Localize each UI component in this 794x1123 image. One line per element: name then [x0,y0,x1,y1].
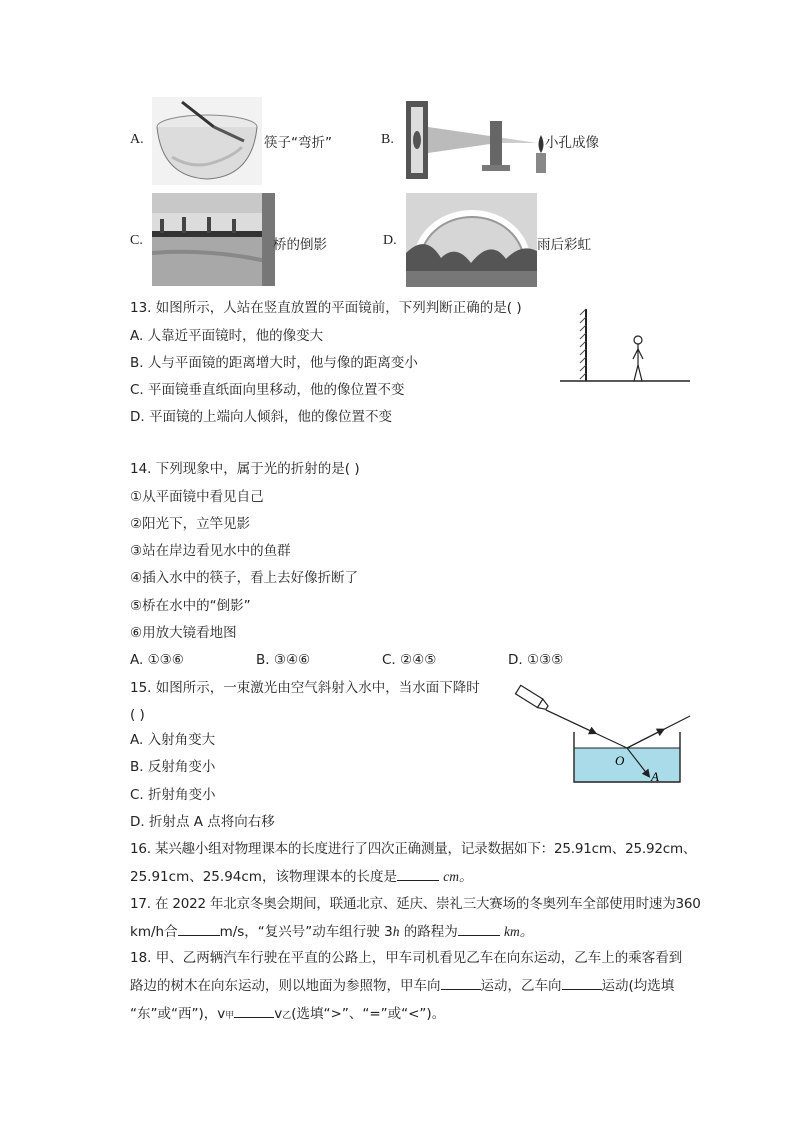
q17-text-a: km/h合 [130,924,178,940]
q18-text-f: (选填“>”、“=”或“<”)。 [291,1006,446,1022]
q16-line1: 16. 某兴趣小组对物理课本的长度进行了四次正确测量，记录数据如下：25.91cm、25.92cm、 [130,841,697,857]
q18-text-b: 运动，乙车向 [480,978,562,994]
q14-item-1: ①从平面镜中看见自己 [130,489,264,505]
option-c-label: C. [130,233,143,248]
q18-line2 [130,976,674,995]
mirror-person-diagram [560,305,692,385]
bowl-chopsticks-icon [152,97,262,185]
q18-text-d: “东”或“西”)，v [130,1006,226,1022]
point-o-label: O [615,753,625,768]
q13-stem: 13. 如图所示，人站在竖直放置的平面镜前，下列判断正确的是( ) [130,300,522,316]
q13-option-b: B. 人与平面镜的距离增大时，他与像的距离变小 [130,355,418,371]
option-d-label: D. [383,233,397,248]
q15-stem: 15. 如图所示，一束激光由空气斜射入水中，当水面下降时 [130,680,480,696]
q17-hour-unit: h [392,924,400,939]
q16-answer-blank[interactable] [397,867,439,881]
q18-line1: 18. 甲、乙两辆汽车行驶在平直的公路上，甲车司机看见乙车在向东运动，乙车上的乘客看到 [130,950,683,966]
option-a-label: A. [130,132,144,147]
q16-unit: cm。 [443,869,473,884]
q14-item-2: ②阳光下，立竿见影 [130,516,251,532]
q18-sub-jia: 甲 [225,1011,235,1021]
q17-unit: km。 [504,924,534,939]
option-b-label: B. [381,132,394,147]
q18-text-a: 路边的树木在向东运动，则以地面为参照物，甲车向 [130,978,441,994]
q18-line3 [130,1004,445,1025]
option-a-caption: 筷子“弯折” [264,135,332,151]
q18-car-a-direction-blank[interactable] [441,976,481,990]
q14-stem: 14. 下列现象中，属于光的折射的是( ) [130,461,360,477]
q17-line1: 17. 在 2022 年北京冬奥会期间，联通北京、延庆、崇礼三大赛场的冬奥列车全部使用时速为360 [130,896,701,912]
q13-option-c: C. 平面镜垂直纸面向里移动，他的像位置不变 [130,382,405,398]
q14-item-3: ③站在岸边看见水中的鱼群 [130,543,291,559]
q16-line2 [130,867,473,886]
option-b-caption: 小孔成像 [545,135,599,151]
q14-option-a: A. ①③⑥ [130,652,184,668]
q18-car-b-direction-blank[interactable] [562,976,602,990]
q16-text: 25.91cm、25.94cm，该物理课本的长度是 [130,869,397,885]
option-c-caption: 桥的倒影 [273,237,327,253]
q14-item-6: ⑥用放大镜看地图 [130,625,237,641]
q15-option-c: C. 折射角变小 [130,787,216,803]
rainbow-icon [406,193,537,287]
point-a-label: A [651,769,659,784]
q14-item-4: ④插入水中的筷子，看上去好像折断了 [130,570,359,586]
q18-sub-yi: 乙 [282,1011,292,1021]
option-d-caption: 雨后彩虹 [537,237,591,253]
q17-speed-blank[interactable] [178,922,220,936]
q18-compare-blank[interactable] [234,1004,274,1018]
bridge-reflection-icon [152,193,275,286]
q15-option-b: B. 反射角变小 [130,759,216,775]
q15-option-a: A. 入射角变大 [130,732,216,748]
q15-stem-paren: ( ) [130,707,145,723]
q17-distance-blank[interactable] [458,922,500,936]
q14-option-d: D. ①③⑤ [508,652,564,668]
q14-option-c: C. ②④⑤ [382,652,437,668]
q14-option-b: B. ③④⑥ [256,652,311,668]
q13-option-a: A. 人靠近平面镜时，他的像变大 [130,328,324,344]
pinhole-camera-icon [402,97,548,183]
q14-item-5: ⑤桥在水中的“倒影” [130,598,251,614]
q17-line2 [130,922,533,941]
q17-text-c: 的路程为 [399,924,458,940]
laser-water-diagram [512,683,694,787]
q18-text-c: 运动(均选填 [601,978,675,994]
q18-text-e: v [274,1006,283,1022]
q13-option-d: D. 平面镜的上端向人倾斜，他的像位置不变 [130,409,392,425]
q15-option-d: D. 折射点 A 点将向右移 [130,814,275,830]
q17-text-b: m/s，“复兴号”动车组行驶 3 [219,924,393,940]
